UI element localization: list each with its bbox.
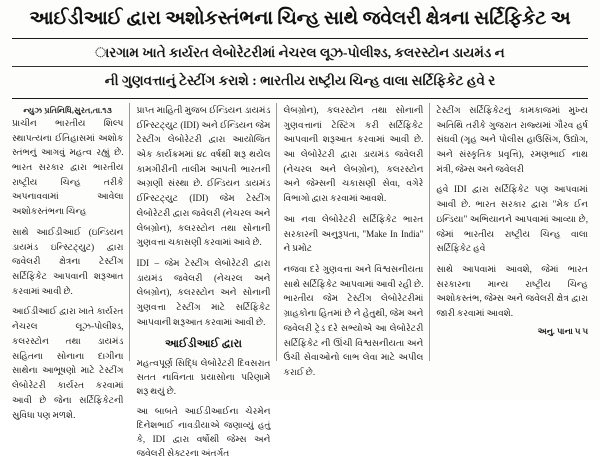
headline-divider — [12, 38, 588, 39]
page-title: આઈડીઆઈ દ્વારા અશોકસ્તંભના ચિન્હ સાથે જવેલરી ક્ષેત્રના સર્ટિફિકેટ અ — [29, 8, 571, 29]
paragraph: લેબગ્રોન), કલરસ્ટોન તથા સોનાની ગુણવત્તાનાં ટેસ્ટિંગ કરી સર્ટિફિકેટ આપવાની શરૂઆત કરવામાં આવી છે. આ લેબોરેટરી દ્વારા ડાયમંડ જવેલરી (નેચરલ અને લેબગ્રોન), કલરસ્ટોન અને જેમ્સની ચકાસણી સેવા, વગેરે વિભાગો દ્વારા કરવામાં આવશે. — [283, 104, 424, 204]
article-column-1 — [6, 103, 129, 420]
article-column-4 — [429, 103, 594, 361]
paragraph: IDI – જેમ ટેસ્ટીંગ લેબોરેટરી દ્વારા ડાયમંડ જવેલરી (નેચરલ અને લેબગ્રોન), કલરસ્ટોન અને સોનાની ગુણવત્તા ટેસ્ટીંગ માટે સર્ટિફિકેટ આપવાની શરૂઆત કરવામાં આવી છે. — [136, 258, 271, 327]
paragraph: સાથે આઈડીઆઈ (ઇન્ડિયન ડાયમંડ ઇન્સ્ટિટ્યુટ) દ્વારા જવેલરી ક્ષેત્રના ટેસ્ટીંગ સર્ટિફિકેટ આપવાની શરૂઆત કરવામાં આવી છે. — [12, 226, 124, 296]
paragraph: આ નવા લેબોરેટરી સર્ટિફિકેટ ભારત સરકારની અનુરૂપતા, "Make In India" ને પ્રમોટ — [283, 213, 424, 254]
byline-divider — [12, 98, 588, 99]
paragraph: પ્રાચીન ભારતીય શિલ્પ સ્થાપત્યના ઈતિહાસમાં અશોક સ્તંભનું આગવું મહત્વ રહ્યું છે. ભારત સરકાર દ્વારા ભારતીય રાષ્ટ્રીય ચિન્હ તરીકે અપનાવવામાં આવેલા અશોકસ્તંભના ચિન્હ — [12, 117, 124, 217]
section-title: આઈડીઆઈ દ્વારા — [165, 337, 242, 350]
continuation-note: અનુ. પાના ૫ ૫ — [537, 326, 588, 336]
paragraph: આ બાબતે આઈડીઆઈના ચેરમેન દિનેશભાઈ નાવડીયાએ જણાવ્યું હતું કે, IDI દ્વારા વર્ષોથી જેમ્સ અને જવેલરી સેક્ટરના અંતર્ગત — [136, 405, 271, 459]
article-column-2 — [129, 103, 276, 459]
article-columns — [0, 103, 600, 459]
subheadline-divider — [12, 66, 588, 67]
subheadline-1: ારગામ ખાતે કાર્યરત લેબોરેટરીમાં નેચરલ લૂઝ-પોલીશ્ડ, કલરસ્ટોન ડાયમંડ ન — [95, 45, 505, 61]
paragraph: પ્રાપ્ત માહિતી મુજબ ઈન્ડિયન ડાયમંડ ઈન્સ્ટિટ્યુટ (IDI) અને ઈન્ડિયન જેમ ટેસ્ટીંગ લેબોરેટરી દ્વારા આયોજિત એક કાર્યક્રમમાં ૪૮ વર્ષથી શરૂ થયેલ કામગીરીની તાલીમ આપતી ભારતની અગ્રણી સંસ્થા છે. ઈન્ડિયન ડાયમંડ ઈન્સ્ટિટ્યુટ (IDI) જેમ ટેસ્ટીંગ લેબોરેટરી દ્વારા જવેલરી (નેચરલ અને લેબગ્રોન), કલરસ્ટોન તથા સોનાની ગુણવત્તા ચકાસણી કરવામાં આવે છે. — [136, 104, 271, 248]
subheadline-2: ની ગુણવત્તાનું ટેસ્ટીંગ કરાશે : ભારતીય રાષ્ટ્રીય ચિન્હ વાલા સર્ટિફિકેટ હવે ર — [104, 72, 496, 88]
paragraph: નજવા દરે ગુણવત્તા અને વિશ્વસનીયતા સાથે સર્ટિફિકેટ આપવામાં આવી રહી છે. ભારતીય જેમ ટેસ્ટીંગ લેબોરેટરીમાં ગ્રાહકોના હિતમાં છે ને હેતુથી, જેમ અને જવેલરી ટ્રેડ દરે સભ્યોએ આ લેબોરેટરી સર્ટિફિકેટ ની ઊંચી વિશ્વસનીયતા અને ઉંચી સેવાઓનો લાભ લેવા માટે અપીલ કરાઈ છે. — [283, 264, 424, 378]
article-column-3 — [276, 103, 429, 378]
paragraph: આઈડીઆઈ દ્વારા ખાતે કાર્યરત નેચરલ લૂઝ-પોલીશ્ડ, કલરસ્ટોન તથા ડાયમંડ સહિતના સોનાના દાગીના સાથેના આભૂષણો માટે ટેસ્ટીંગ લેબોરેટરી કાર્યરત કરવામાં આવી છે જેના સર્ટિફિકેટની સુવિધા પણ મળશે. — [12, 306, 124, 420]
paragraph: સાથે આપવામાં આવશે, જેમાં ભારત સરકારના માન્ય રાષ્ટ્રીય ચિન્હ અશોકસ્તંભ, જેમ્સ અને જવેલરી ક્ષેત્ર દ્વારા જારી કરવામાં આવશે. — [436, 264, 588, 319]
paragraph: ટેસ્ટીંગ સર્ટિફિકેટનું કામકાજમાં મુખ્ય અતિથિ તરીકે ગુજરાત રાજ્યમાં ગૌરવ હર્ષ સંઘવી (ગૃહ અને પોલીસ હાઉસિંગ, ઉદ્યોગ, અને સંસ્કૃતિક પ્રવૃત્તિ), રમણભાઈ નાથ મંત્રી, જેમ્સ અને જવેલરી — [436, 104, 588, 174]
headline-zone — [0, 0, 600, 99]
paragraph: હવે IDI દ્વારા સર્ટિફિકેટ પણ આપવામાં આવી છે. ભારત સરકાર દ્વારા "મેક ઈન ઇન્ડિયા" અભિયાનને આપવામાં આવ્યા છે, જેમાં ભારતીય રાષ્ટ્રીય ચિન્હ વાલા સર્ટિફિકેટ હવે — [436, 184, 588, 254]
paragraph: મહત્વપૂર્ણ સિદ્ધિ લેબોરેટરી દિવસરાત સતત નાવિનતા પ્રયાસોના પરિણામે શરૂ થયું છે. — [136, 357, 271, 396]
byline: ન્યુઝ પ્રતિનિધિ,સુરત,તા.૧૩ — [23, 105, 113, 115]
